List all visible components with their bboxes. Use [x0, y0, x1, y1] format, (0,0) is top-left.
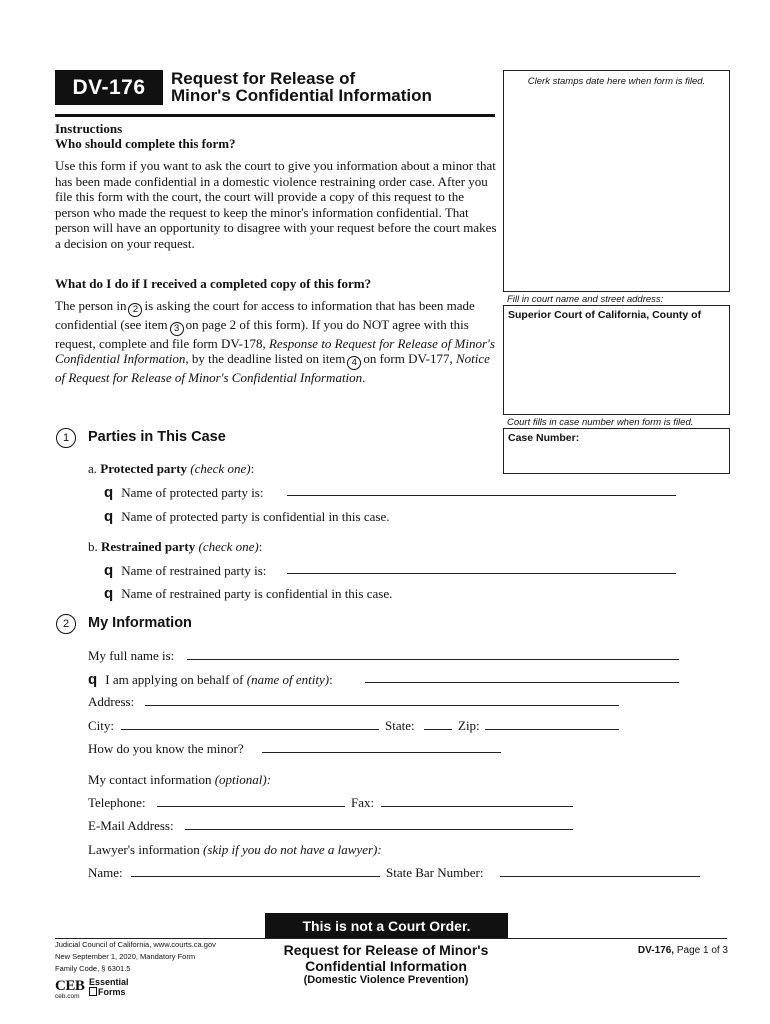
protected-name-label: Name of protected party is:	[121, 485, 264, 500]
court-name-note: Fill in court name and street address:	[507, 294, 664, 305]
lawyer-name-field[interactable]	[131, 876, 380, 877]
restrained-party-name-field[interactable]	[287, 573, 676, 574]
case-number-note: Court fills in case number when form is filed.	[507, 417, 694, 428]
item-ref-circle: 3	[170, 322, 184, 336]
section-number-1: 1	[56, 428, 76, 448]
protected-party-heading: Protected party	[100, 461, 188, 476]
ceb-logo-url: ceb.com	[55, 993, 80, 1000]
footer-judicial-council: Judicial Council of California, www.courts.ca.gov	[55, 940, 216, 949]
zip-label: Zip:	[458, 718, 480, 733]
city-label: City:	[88, 718, 115, 733]
essential-forms-line1: Essential	[89, 977, 129, 987]
lawyer-name-label: Name:	[88, 865, 123, 880]
form-title	[171, 70, 471, 104]
fax-label: Fax:	[351, 795, 375, 810]
footer-left-info	[55, 939, 216, 975]
state-field[interactable]	[424, 729, 452, 730]
full-name-label: My full name is:	[88, 648, 175, 663]
essential-forms-icon	[89, 987, 97, 996]
state-bar-field[interactable]	[500, 876, 700, 877]
telephone-label: Telephone:	[88, 795, 146, 810]
check-one-hint: (check one)	[198, 539, 259, 554]
contact-heading: My contact information	[88, 772, 212, 787]
check-one-hint: (check one)	[190, 461, 251, 476]
footer-page-info	[600, 945, 728, 956]
entity-hint: (name of entity)	[246, 672, 330, 687]
p2-text-f: .	[362, 369, 366, 385]
case-number-label: Case Number:	[508, 432, 580, 444]
checkbox-behalf-of-entity[interactable]: q	[88, 671, 98, 688]
address-field[interactable]	[145, 705, 619, 706]
checkbox-protected-name[interactable]: q	[104, 484, 114, 501]
restrained-confidential-label: Name of restrained party is confidential in this case.	[121, 586, 393, 601]
item-ref-circle: 2	[128, 303, 142, 317]
p2-text-a: The person in	[55, 298, 127, 313]
court-name-label: Superior Court of California, County of	[508, 309, 702, 321]
contact-info-label	[88, 772, 271, 788]
protected-party-confidential-option	[104, 508, 389, 525]
not-court-order-banner: This is not a Court Order.	[265, 913, 508, 939]
p2-text-d: , by the deadline listed on item	[185, 351, 346, 367]
court-name-box[interactable]	[503, 305, 730, 415]
instructions-heading: Instructions	[55, 121, 123, 136]
footer-form-title	[250, 942, 522, 974]
checkbox-restrained-name[interactable]: q	[104, 562, 114, 579]
colon: :	[258, 539, 263, 554]
footer-form-subtitle: (Domestic Violence Prevention)	[303, 974, 469, 986]
full-name-field[interactable]	[187, 659, 679, 660]
protected-party-name-option	[104, 484, 263, 501]
behalf-of-option	[88, 671, 333, 688]
item-letter: a.	[88, 461, 98, 476]
protected-party-name-field[interactable]	[287, 495, 676, 496]
restrained-party-heading: Restrained party	[101, 539, 196, 554]
restrained-name-label: Name of restrained party is:	[121, 563, 267, 578]
colon: :	[250, 461, 255, 476]
section-number-2: 2	[56, 614, 76, 634]
fax-field[interactable]	[381, 806, 573, 807]
footer-form-ref: DV-176,	[637, 945, 675, 956]
footer-form-date: New September 1, 2020, Mandatory Form	[55, 952, 196, 961]
form-number-badge: DV-176	[55, 70, 163, 105]
know-minor-label: How do you know the minor?	[88, 741, 244, 756]
restrained-party-label	[88, 539, 262, 555]
essential-forms-logo	[89, 977, 129, 997]
city-field[interactable]	[121, 729, 379, 730]
restrained-party-confidential-option	[104, 585, 392, 602]
instructions-question-1: Who should complete this form?	[55, 136, 236, 151]
form-title-line2: Minor's Confidential Information	[171, 86, 432, 105]
instructions-paragraph-2	[55, 298, 500, 386]
optional-hint: (optional):	[214, 772, 272, 787]
footer-title-line1: Request for Release of Minor's	[283, 942, 489, 958]
p2-form-title-dv178: Response to Request for Release of Minor's Confidential Information	[55, 335, 495, 367]
form-title-line1: Request for Release of	[171, 69, 356, 88]
p2-form-title-dv177: Notice of Request for Release of Minor's Confidential Information	[55, 351, 490, 385]
protected-party-label	[88, 461, 254, 477]
restrained-party-name-option	[104, 562, 266, 579]
behalf-label: I am applying on behalf of	[105, 672, 244, 687]
checkbox-protected-confidential[interactable]: q	[104, 508, 114, 525]
entity-name-field[interactable]	[365, 682, 679, 683]
p2-text-b: is asking the court for access to information that has been made confidential (see item	[55, 298, 475, 332]
state-label: State:	[385, 718, 415, 733]
instructions-question-2: What do I do if I received a completed copy of this form?	[55, 276, 372, 291]
checkbox-restrained-confidential[interactable]: q	[104, 585, 114, 602]
colon: :	[329, 672, 333, 687]
telephone-field[interactable]	[157, 806, 345, 807]
essential-forms-line2: Forms	[98, 987, 126, 997]
email-field[interactable]	[185, 829, 573, 830]
ceb-logo: CEB	[55, 978, 85, 994]
lawyer-heading: Lawyer's information	[88, 842, 200, 857]
clerk-stamp-box	[503, 70, 730, 292]
footer-title-line2: Confidential Information	[305, 958, 467, 974]
instructions-paragraph-1: Use this form if you want to ask the court to give you information about a minor that has been made confidential in a domestic violence restraining order case. After you file this form with the court, the court will provide a copy of this request to the person who made the request to keep the minor's information confidential. That person will have an opportunity to disagree with your request before the court makes a decision on your request.	[55, 158, 497, 251]
item-ref-circle: 4	[347, 356, 361, 370]
footer-family-code: Family Code, § 6301.5	[55, 964, 131, 973]
section-title-my-information: My Information	[88, 615, 192, 631]
state-bar-label: State Bar Number:	[386, 865, 484, 880]
section-title-parties: Parties in This Case	[88, 429, 226, 445]
zip-field[interactable]	[485, 729, 619, 730]
email-label: E-Mail Address:	[88, 818, 174, 833]
p2-text-c: on page 2 of this form). If you do NOT agree with this request, complete and file form DV-178,	[55, 316, 469, 351]
clerk-stamp-note: Clerk stamps date here when form is filed.	[527, 76, 706, 87]
lawyer-hint: (skip if you do not have a lawyer):	[202, 842, 382, 857]
protected-confidential-label: Name of protected party is confidential in this case.	[121, 509, 390, 524]
footer-page-number: Page 1 of 3	[676, 945, 728, 956]
header-rule	[55, 114, 495, 117]
item-letter: b.	[88, 539, 98, 554]
lawyer-info-label	[88, 842, 382, 858]
know-minor-field[interactable]	[262, 752, 501, 753]
address-label: Address:	[88, 694, 135, 709]
p2-text-e: on form DV-177,	[363, 351, 453, 367]
